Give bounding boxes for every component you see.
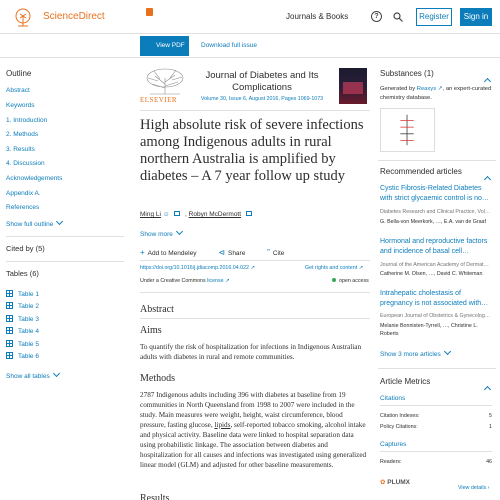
open-access-badge [332,278,369,284]
methods-paragraph [140,390,370,470]
table-icon [6,302,13,309]
show-full-outline-label: Show full outline [6,221,54,228]
plus-icon: + [140,248,145,257]
chevron-down-icon [56,218,63,225]
divider [378,160,496,161]
chevron-down-icon [176,228,183,235]
rights-link[interactable] [305,265,363,271]
methods-heading: Methods [140,373,175,384]
table-link-1[interactable] [6,289,39,298]
outline-item-abstract[interactable]: Abstract [6,87,30,94]
license-prefix: Under a Creative Commons [140,278,206,284]
table-icon [6,290,13,297]
recommended-article-authors: Catherine M. Olsen, …, David C. Whiteman [380,271,483,277]
publisher-wordmark: ELSEVIER [140,96,178,104]
show-full-outline-link[interactable] [6,221,62,228]
chevron-right-icon: › [487,485,490,491]
share-icon: ⊲ [218,248,225,257]
outline-item-appendix[interactable]: Appendix A. [6,190,41,197]
results-heading: Results [140,493,170,500]
table-link-3[interactable] [6,314,39,323]
outline-item-acknowledgements[interactable]: Acknowledgements [6,175,63,182]
metric-value: 1 [489,424,492,430]
chevron-down-icon [53,370,60,377]
pdf-icon [146,8,153,16]
recommended-article-title[interactable]: Cystic Fibrosis-Related Diabetes with strict glycaemic control is no… [380,185,489,202]
show-all-tables-label: Show all tables [6,373,50,380]
show-more-articles-link[interactable] [380,350,492,360]
person-icon: ☺ [162,211,170,218]
view-details-link[interactable] [458,485,489,491]
metric-value: 5 [489,413,492,419]
share-button[interactable] [218,250,255,257]
methods-text: 2787 Indigenous adults including 396 with diabetes at baseline from 19 communities in North Queensland from 1998 to 2007 were included in the study. Main measures were weight, height, waist circumference, blood pressure, fasting glucose, [140,391,355,429]
share-label: Share [227,250,246,257]
substances-text: Generated by [380,86,416,92]
external-link-icon: ↗ [250,265,255,271]
top-bar [0,0,500,34]
article-title: High absolute risk of severe infections among Indigenous adults in rural northern Australia is amplified by diabetes – A 7 year follow up study [140,117,364,184]
external-link-icon: ↗ [437,86,443,92]
table-link-6[interactable] [6,351,39,360]
cited-by-heading[interactable]: Cited by (5) [6,244,45,253]
metric-label: Policy Citations: [380,424,418,430]
table-link-4[interactable] [6,326,39,335]
show-more-label: Show more [140,231,173,238]
view-pdf-button[interactable]: View PDF [140,36,189,56]
search-icon[interactable] [393,12,403,22]
divider [6,236,124,237]
recommended-article-authors: G. Bella-von Meerkork, …, E.A. van de Graaf [380,219,486,225]
metric-value: 46 [486,459,492,465]
external-link-icon: ↗ [225,278,230,284]
outline-item-introduction[interactable]: 1. Introduction [6,117,48,124]
quote-icon: ” [267,248,270,257]
table-icon [6,340,13,347]
metric-label: Readers: [380,459,402,465]
reaxys-link[interactable]: Reaxys [416,86,437,92]
outline-item-results[interactable]: 3. Results [6,146,35,153]
journal-issue-meta[interactable]: Volume 30, Issue 6, August 2016, Pages 1069-1073 [200,96,324,102]
substances-description [380,85,492,103]
divider [380,405,492,406]
metric-row [380,413,492,419]
show-all-tables-link[interactable] [6,373,59,380]
table-label: Table 1 [18,291,39,298]
open-access-icon [332,278,336,282]
license-link[interactable]: license [207,278,224,284]
collapse-icon[interactable] [485,379,490,397]
aims-paragraph: To quantify the risk of hospitalization for infections in Indigenous Australian adults with diabetes in rural and remote communities. [140,343,362,361]
author-list: Ming Li ☺ , Robyn McDermott [140,211,255,218]
recommended-article-source: Journal of the American Academy of Dermat… [380,262,489,268]
cite-button[interactable] [267,250,294,257]
metric-row [380,424,492,430]
captures-label: Captures [380,441,407,448]
table-link-5[interactable] [6,339,39,348]
rights-text: Get rights and content [305,265,358,271]
recommended-article-authors: Melanie Bonnisten-Tyrrell, …, Christine L. Roberts [380,323,478,337]
divider [140,318,370,319]
author-name[interactable]: Ming Li [140,211,161,218]
tables-heading: Tables (6) [6,269,39,278]
table-link-2[interactable] [6,301,39,310]
lipids-term-link[interactable]: lipids [214,421,231,429]
elsevier-tree-logo[interactable] [8,8,38,28]
table-label: Table 4 [18,328,39,335]
plumx-logo[interactable] [380,478,410,486]
show-more-articles-label: Show 3 more articles [380,351,441,358]
metric-label: Citation Indexes: [380,413,420,419]
recommended-article-source: Diabetes Research and Clinical Practice, Vol… [380,209,491,215]
cite-label: Cite [272,250,285,257]
article-metrics-heading: Article Metrics [380,377,431,386]
outline-item-methods[interactable]: 2. Methods [6,131,39,138]
divider [140,260,370,261]
doi-text: https://doi.org/10.1016/j.jdiacomp.2016.04.022 [140,265,249,271]
sign-in-button[interactable]: Sign in [460,8,492,26]
divider [378,368,496,369]
substances-heading[interactable]: Substances (1) [380,69,434,78]
substances-text: , an expert-curated chemistry database. [380,86,492,101]
table-icon [6,327,13,334]
divider [140,292,370,293]
divider [140,110,370,111]
outline-item-discussion[interactable]: 4. Discussion [6,160,45,167]
table-label: Table 6 [18,353,39,360]
author-name[interactable]: Robyn McDermott [188,211,242,218]
add-to-mendeley-label: Add to Mendeley [147,250,197,257]
journal-cover-image[interactable] [339,68,367,104]
email-icon[interactable] [174,211,180,216]
chevron-down-icon [444,348,451,355]
table-label: Table 3 [18,316,39,323]
journal-title[interactable]: Journal of Diabetes and Its Complications [205,70,319,93]
divider [380,451,492,452]
chemical-structure-image[interactable] [380,108,435,152]
external-link-icon: ↗ [358,265,364,271]
outline-item-keywords[interactable]: Keywords [6,102,35,109]
outline-heading: Outline [6,69,32,78]
brand-name[interactable]: ScienceDirect [43,11,105,22]
recommended-article-title[interactable]: Intrahepatic cholestasis of pregnancy is not associated with… [380,290,489,307]
metric-row [380,459,492,465]
outline-item-references[interactable]: References [6,204,40,211]
aims-heading: Aims [140,325,162,336]
open-access-label: open access [339,278,369,284]
divider [6,261,124,262]
help-icon[interactable]: ? [371,11,382,22]
license-line [140,278,230,284]
register-button[interactable]: Register [416,8,452,26]
download-full-issue-link[interactable]: Download full issue [201,42,258,49]
table-icon [6,352,13,359]
show-more-link[interactable] [140,231,182,238]
abstract-heading: Abstract [140,304,174,315]
plumx-label: PLUMX [387,479,411,486]
article-actions [140,248,304,257]
table-label: Table 2 [18,303,39,310]
email-icon[interactable] [246,211,252,216]
doi-link[interactable] [140,265,255,271]
citations-label: Citations [380,395,406,402]
recommended-article-title[interactable]: Hormonal and reproductive factors and incidence of basal cell… [380,238,488,255]
journals-books-link[interactable]: Journals & Books [286,12,349,21]
recommended-article-source: European Journal of Obstetrics & Gynecolog… [380,313,491,319]
methods-text: , self-reported tobacco smoking, alcohol intake and physical activity. Baseline data were linked to hospital separation data using probabilistic linkage. The association between diabetes and hospitalization for all causes and infections was investigated using generalized linear model (GLM) and adjusted for other baseline measurements. [140,421,367,469]
plumx-icon: ✿ [380,479,386,486]
table-label: Table 5 [18,341,39,348]
view-details-label: View details [458,485,487,491]
add-to-mendeley-button[interactable] [140,250,206,257]
recommended-heading: Recommended articles [380,167,462,176]
table-icon [6,315,13,322]
